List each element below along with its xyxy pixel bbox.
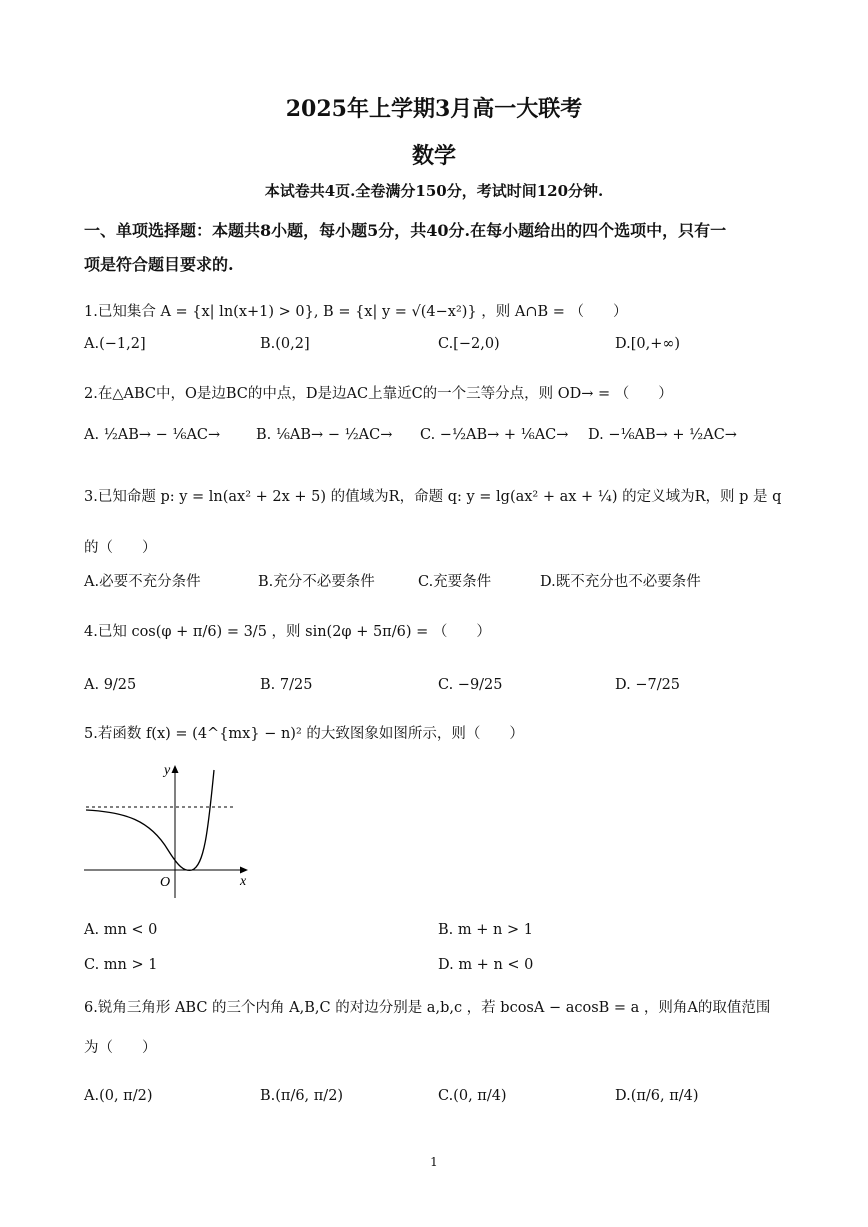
question-6-option-b: B.(π/6, π/2) xyxy=(260,1088,344,1104)
function-curve xyxy=(86,770,214,870)
question-2-option-c: C. −½AB→ + ⅙AC→ xyxy=(420,427,569,443)
question-5-option-b: B. m + n > 1 xyxy=(438,922,533,938)
question-5-option-d: D. m + n < 0 xyxy=(438,957,534,973)
function-graph xyxy=(80,760,260,900)
question-6-option-a: A.(0, π/2) xyxy=(84,1088,153,1104)
question-3-option-c: C.充要条件 xyxy=(418,574,492,590)
question-6-option-d: D.(π/6, π/4) xyxy=(615,1088,699,1104)
origin-label: O xyxy=(160,875,171,890)
y-axis-arrow xyxy=(172,765,179,773)
question-2-option-b: B. ⅙AB→ − ½AC→ xyxy=(256,427,393,443)
question-6-stem-line1: 6.锐角三角形 ABC 的三个内角 A,B,C 的对边分别是 a,b,c ，若 bcosA − acosB = a ，则角A的取值范围 xyxy=(84,1000,771,1016)
question-1-option-b: B.(0,2] xyxy=(260,336,310,352)
question-3-stem-line1: 3.已知命题 p: y = ln(ax² + 2x + 5) 的值域为R，命题 q: y = lg(ax² + ax + ¼) 的定义域为R，则 p 是 q xyxy=(84,489,782,505)
question-3-option-b: B.充分不必要条件 xyxy=(258,574,375,590)
question-4-option-a: A. 9/25 xyxy=(84,677,137,693)
question-4-option-b: B. 7/25 xyxy=(260,677,313,693)
exam-instructions: 本试卷共4页.全卷满分150分，考试时间120分钟. xyxy=(264,182,604,200)
question-4-option-c: C. −9/25 xyxy=(438,677,503,693)
question-2-option-a: A. ½AB→ − ⅙AC→ xyxy=(84,427,221,443)
question-1-option-c: C.[−2,0) xyxy=(438,336,500,352)
question-6-stem-line2: 为（ ） xyxy=(84,1040,157,1056)
y-axis-label: y xyxy=(164,763,171,778)
section-heading-line2: 项是符合题目要求的. xyxy=(84,255,234,274)
question-5-option-c: C. mn > 1 xyxy=(84,957,158,973)
subject-heading: 数学 xyxy=(411,143,456,169)
question-2-option-d: D. −⅙AB→ + ½AC→ xyxy=(588,427,737,443)
question-5-stem: 5.若函数 f(x) = (4^{mx} − n)² 的大致图象如图所示，则（ ） xyxy=(84,726,524,742)
question-1-stem: 1.已知集合 A = {x| ln(x+1) > 0}, B = {x| y = √(4−x²)} ，则 A∩B = （ ） xyxy=(84,304,628,320)
question-4-stem: 4.已知 cos(φ + π/6) = 3/5 ，则 sin(2φ + 5π/6) = （ ） xyxy=(84,624,491,640)
section-heading-line1: 一、单项选择题：本题共8小题，每小题5分，共40分.在每小题给出的四个选项中，只有一 xyxy=(84,221,727,240)
exam-title: 2025年上学期3月高一大联考 xyxy=(285,96,583,122)
page-number: 1 xyxy=(430,1155,438,1169)
question-1-option-d: D.[0,+∞) xyxy=(615,336,681,352)
question-4-option-d: D. −7/25 xyxy=(615,677,681,693)
question-2-stem: 2.在△ABC中，O是边BC的中点，D是边AC上靠近C的一个三等分点，则 OD→ = （ ） xyxy=(84,386,673,402)
question-3-option-a: A.必要不充分条件 xyxy=(84,574,201,590)
question-3-option-d: D.既不充分也不必要条件 xyxy=(540,574,701,590)
question-1-option-a: A.(−1,2] xyxy=(84,336,146,352)
x-axis-arrow xyxy=(240,867,248,874)
question-6-option-c: C.(0, π/4) xyxy=(438,1088,507,1104)
question-3-stem-line2: 的（ ） xyxy=(84,540,157,556)
question-5-option-a: A. mn < 0 xyxy=(84,922,158,938)
x-axis-label: x xyxy=(240,874,247,889)
